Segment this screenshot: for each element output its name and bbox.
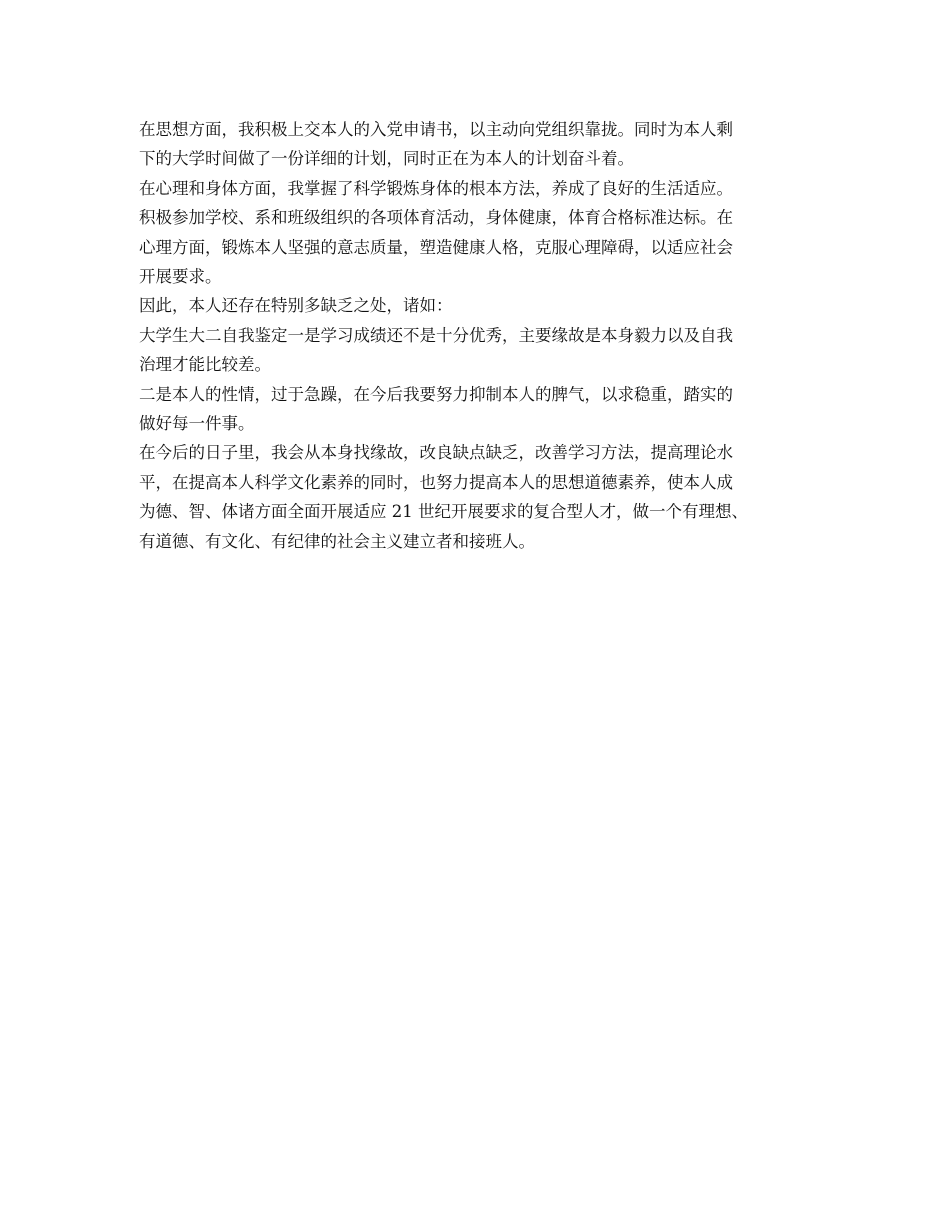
document-body — [139, 115, 839, 556]
paragraph-ideology — [139, 115, 839, 174]
text-line: 在思想方面，我积极上交本人的入党申请书，以主动向党组织靠拢。同时为本人剩 — [139, 120, 733, 139]
text-line: 下的大学时间做了一份详细的计划，同时正在为本人的计划奋斗着。 — [139, 149, 634, 169]
text-line: 积极参加学校、系和班级组织的各项体育活动，身体健康，体育合格标准达标。在 — [139, 208, 733, 228]
text-line: 治理才能比较差。 — [139, 355, 271, 375]
text-line: 在今后的日子里，我会从本身找缘故，改良缺点缺乏，改善学习方法，提高理论水 — [139, 443, 733, 463]
text-line: 平，在提高本人科学文化素养的同时，也努力提高本人的思想道德素养，使本人成 — [139, 472, 733, 492]
text-line: 做好每一件事。 — [139, 414, 255, 434]
text-line: 在心理和身体方面，我掌握了科学锻炼身体的根本方法，养成了良好的生活适应。 — [139, 178, 733, 198]
text-line: 为德、智、体诸方面全面开展适应 21 世纪开展要求的复合型人才，做一个有理想、 — [139, 502, 748, 522]
text-line: 开展要求。 — [139, 267, 222, 287]
paragraph-mind-body — [139, 174, 839, 203]
paragraph-shortcomings-intro — [139, 291, 839, 320]
paragraph-shortcoming-two — [139, 380, 839, 439]
paragraph-future-plan — [139, 438, 839, 556]
paragraph-shortcoming-one — [139, 321, 839, 380]
text-line: 心理方面，锻炼本人坚强的意志质量，塑造健康人格，克服心理障碍，以适应社会 — [139, 237, 733, 257]
text-line: 有道德、有文化、有纪律的社会主义建立者和接班人。 — [139, 531, 535, 551]
text-line: 因此，本人还存在特别多缺乏之处，诸如： — [139, 296, 453, 316]
text-line: 二是本人的性情，过于急躁，在今后我要努力抑制本人的脾气，以求稳重，踏实的 — [139, 384, 733, 404]
paragraph-sports — [139, 203, 839, 291]
text-line: 大学生大二自我鉴定一是学习成绩还不是十分优秀，主要缘故是本身毅力以及自我 — [139, 325, 733, 345]
